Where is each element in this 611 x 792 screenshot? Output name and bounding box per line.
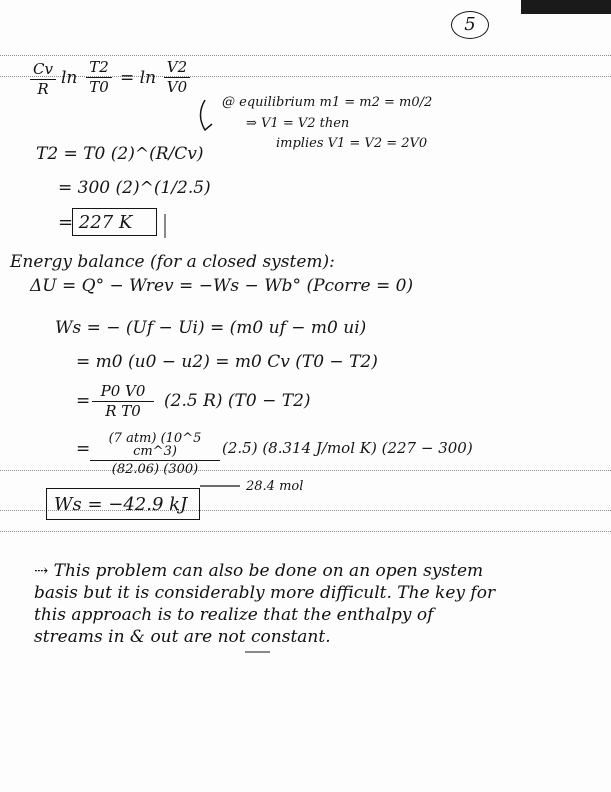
note-implies: implies V1 = V2 = 2V0 [276,136,428,151]
note-equilibrium: @ equilibrium m1 = m2 = m0/2 [222,95,433,110]
energy-balance-heading: Energy balance (for a closed system): [10,252,335,272]
closing-note: ⇢ This problem can also be done on an open system basis but it is considerably more difficult. The key for this approach is to realize that the enthalpy of streams in & out are not constant. [34,561,496,647]
ws-line-3-equals: = [76,391,91,411]
ws-line-1: Ws = − (Uf − Ui) = (m0 uf − m0 ui) [55,318,367,338]
ws-line-3-numerator: P0 V0 [100,382,146,400]
eq1-t-numerator: T2 [89,58,109,76]
eq1-lhs-denominator: R [37,80,49,98]
eq1-t-denominator: T0 [89,78,109,96]
page-number: 5 [451,11,489,39]
eq1-v-denominator: V0 [166,78,188,96]
t2-substitution: = 300 (2)^(1/2.5) [58,178,211,198]
ws-line-3-rest: (2.5 R) (T0 − T2) [164,391,311,411]
ws-line-3-denominator: R T0 [105,402,141,420]
eq1-v-numerator: V2 [166,58,188,76]
note-then: ⇒ V1 = V2 then [246,116,350,131]
energy-balance-equation: ΔU = Q° − Wrev = −Ws − Wb° (Pcorre = 0) [30,276,414,296]
ws-line-2: = m0 (u0 − u2) = m0 Cv (T0 − T2) [76,352,378,372]
eq1-ln: ln [61,68,78,88]
ws-line-4-equals: = [76,439,91,459]
t2-result: = 227 K [58,212,133,233]
t2-formula: T2 = T0 (2)^(R/Cv) [36,144,204,164]
moles-note: 28.4 mol [246,479,304,494]
ws-line-4-rest: (2.5) (8.314 J/mol K) (227 − 300) [222,439,473,457]
ws-line-4-denominator: (82.06) (300) [111,462,199,477]
ws-line-4-numerator: (7 atm) (10^5 cm^3) [108,431,202,459]
eq1-equals-ln: = ln [120,68,157,88]
eq1-lhs-numerator: Cv [33,60,53,78]
ws-result: Ws = −42.9 kJ [54,494,188,515]
brace-arrow [201,100,213,130]
